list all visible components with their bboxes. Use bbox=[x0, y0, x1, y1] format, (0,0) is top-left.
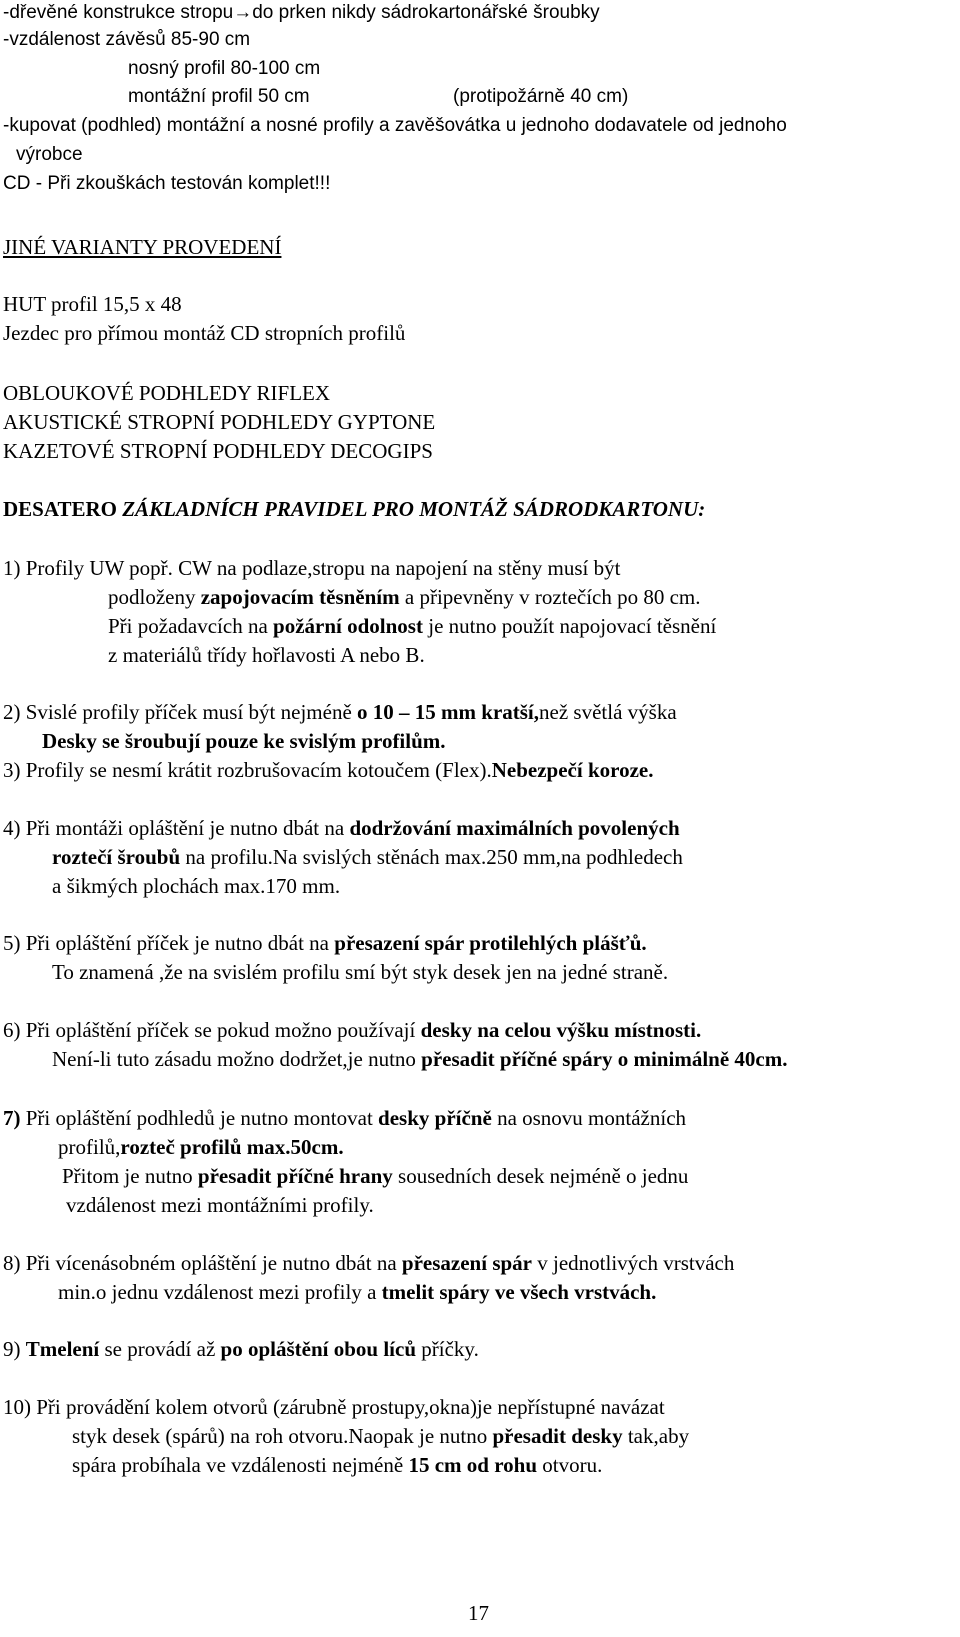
rule-7-l3c: sousedních desek nejméně o jednu bbox=[392, 1164, 689, 1188]
rule-9-l1a: 9) bbox=[3, 1337, 26, 1361]
rule-10-l3c: otvoru. bbox=[537, 1453, 603, 1477]
rule-7-l1a: Při opláštění podhledů je nutno montovat bbox=[20, 1106, 379, 1130]
rule-1-l2a: podloženy bbox=[108, 585, 201, 609]
rule-4-line-2 bbox=[52, 844, 683, 870]
rule-4-l1b: dodržování maximálních povolených bbox=[349, 816, 680, 840]
intro-line-1: -dřevěné konstrukce stropu→do prken nikdy sádrokartonářské šroubky bbox=[3, 2, 600, 23]
intro-line-6: výrobce bbox=[16, 144, 83, 165]
variant-obloukove: OBLOUKOVÉ PODHLEDY RIFLEX bbox=[3, 381, 331, 405]
rule-7-number: 7) bbox=[3, 1106, 21, 1130]
rule-6-l1a: 6) Při opláštění příček se pokud možno používají bbox=[3, 1018, 421, 1042]
rule-4-l2a: roztečí šroubů bbox=[52, 845, 181, 869]
rule-9-line-1 bbox=[3, 1336, 479, 1362]
variant-hut: HUT profil 15,5 x 48 bbox=[3, 292, 182, 316]
rule-10-line-1: 10) Při provádění kolem otvorů (zárubně prostupy,okna)je nepřístupné navázat bbox=[3, 1395, 665, 1419]
rule-7-l1c: na osnovu montážních bbox=[491, 1106, 687, 1130]
desatero-heading-a: DESATERO bbox=[3, 497, 123, 521]
rule-9-l1b: Tmelení bbox=[25, 1337, 100, 1361]
intro-line-3: nosný profil 80-100 cm bbox=[128, 58, 321, 79]
rule-1-l3c: je nutno použít napojovací těsnění bbox=[422, 614, 717, 638]
rule-9-l1e: příčky. bbox=[416, 1337, 479, 1361]
rule-10-l2b: přesadit desky bbox=[492, 1424, 623, 1448]
rule-1-line-1: 1) Profily UW popř. CW na podlaze,stropu na napojení na stěny musí být bbox=[3, 556, 621, 580]
rule-6-l1b: desky na celou výšku místnosti. bbox=[420, 1018, 702, 1042]
desatero-heading bbox=[3, 496, 705, 522]
rule-7-l3a: Přitom je nutno bbox=[62, 1164, 198, 1188]
rule-3-l1a: 3) Profily se nesmí krátit rozbrušovacím kotoučem (Flex). bbox=[3, 758, 492, 782]
rule-4-l1a: 4) Při montáži opláštění je nutno dbát na bbox=[3, 816, 350, 840]
rule-10-l2a: styk desek (spárů) na roh otvoru.Naopak je nutno bbox=[72, 1424, 493, 1448]
rule-2-l1b: o 10 – 15 mm kratší, bbox=[357, 700, 540, 724]
rule-5-line-2: To znamená ,že na svislém profilu smí být styk desek jen na jedné straně. bbox=[52, 960, 669, 984]
intro-line-4b: (protipožárně 40 cm) bbox=[453, 86, 629, 107]
rule-5-l1b: přesazení spár protilehlých plášťů. bbox=[334, 931, 647, 955]
rule-1-l3a: Při požadavcích na bbox=[108, 614, 274, 638]
rule-4-line-3: a šikmých plochách max.170 mm. bbox=[52, 874, 341, 898]
rule-7-l2a: profilů, bbox=[58, 1135, 121, 1159]
rule-2-line-1 bbox=[3, 699, 677, 725]
desatero-heading-b: ZÁKLADNÍCH PRAVIDEL PRO MONTÁŽ SÁDRODKARTONU: bbox=[122, 497, 706, 521]
rule-6-line-1 bbox=[3, 1017, 701, 1043]
rule-1-l2c: a připevněny v roztečích po 80 cm. bbox=[399, 585, 701, 609]
rule-1-l3b: požární odolnost bbox=[273, 614, 423, 638]
rule-8-line-2 bbox=[58, 1279, 656, 1305]
rule-6-l2b: přesadit příčné spáry o minimálně 40cm. bbox=[421, 1047, 788, 1071]
rule-1-line-2 bbox=[108, 584, 701, 610]
rule-9-l1c: se provádí až bbox=[99, 1337, 221, 1361]
rule-7-line-3 bbox=[62, 1163, 688, 1189]
rule-1-l2b: zapojovacím těsněním bbox=[200, 585, 400, 609]
rule-5-l1a: 5) Při opláštění příček je nutno dbát na bbox=[3, 931, 335, 955]
rule-6-line-2 bbox=[52, 1046, 787, 1072]
rule-10-l3b: 15 cm od rohu bbox=[408, 1453, 537, 1477]
rule-9-l1d: po opláštění obou líců bbox=[220, 1337, 417, 1361]
rule-2-l1a: 2) Svislé profily příček musí být nejméně bbox=[3, 700, 358, 724]
rule-5-line-1 bbox=[3, 930, 647, 956]
rule-7-line-2 bbox=[58, 1134, 344, 1160]
rule-4-line-1 bbox=[3, 815, 680, 841]
rule-8-l1a: 8) Při vícenásobném opláštění je nutno dbát na bbox=[3, 1251, 402, 1275]
rule-1-line-4: z materiálů třídy hořlavosti A nebo B. bbox=[108, 643, 425, 667]
variant-jezdec: Jezdec pro přímou montáž CD stropních profilů bbox=[3, 321, 406, 345]
rule-3-line-1 bbox=[3, 757, 653, 783]
intro-line-5: -kupovat (podhled) montážní a nosné profily a zavěšovátka u jednoho dodavatele od jednoho bbox=[3, 115, 787, 136]
rule-10-l3a: spára probíhala ve vzdálenosti nejméně bbox=[72, 1453, 409, 1477]
rule-10-line-3 bbox=[72, 1452, 602, 1478]
rule-10-l2c: tak,aby bbox=[622, 1424, 690, 1448]
rule-10-line-2 bbox=[72, 1423, 689, 1449]
intro-line-2: -vzdálenost závěsů 85-90 cm bbox=[3, 29, 251, 50]
rule-2-l1c: než světlá výška bbox=[539, 700, 677, 724]
variant-akusticke: AKUSTICKÉ STROPNÍ PODHLEDY GYPTONE bbox=[3, 410, 436, 434]
rule-6-l2a: Není-li tuto zásadu možno dodržet,je nutno bbox=[52, 1047, 422, 1071]
rule-1-line-3 bbox=[108, 613, 716, 639]
rule-2-line-2: Desky se šroubují pouze ke svislým profilům. bbox=[42, 729, 446, 753]
rule-4-l2b: na profilu.Na svislých stěnách max.250 mm,na podhledech bbox=[180, 845, 683, 869]
rule-8-l2a: min.o jednu vzdálenost mezi profily a bbox=[58, 1280, 382, 1304]
rule-8-line-1 bbox=[3, 1250, 734, 1276]
rule-7-l3b: přesadit příčné hrany bbox=[197, 1164, 393, 1188]
rule-8-l2b: tmelit spáry ve všech vrstvách. bbox=[381, 1280, 657, 1304]
rule-8-l1b: přesazení spár bbox=[401, 1251, 532, 1275]
rule-7-l2b: rozteč profilů max.50cm. bbox=[120, 1135, 344, 1159]
rule-3-l1b: Nebezpečí koroze. bbox=[491, 758, 654, 782]
rule-8-l1c: v jednotlivých vrstvách bbox=[532, 1251, 735, 1275]
variant-kazetove: KAZETOVÉ STROPNÍ PODHLEDY DECOGIPS bbox=[3, 439, 433, 463]
rule-7-l1b: desky příčně bbox=[378, 1106, 492, 1130]
rule-7-line-4: vzdálenost mezi montážními profily. bbox=[66, 1193, 374, 1217]
intro-line-4a: montážní profil 50 cm bbox=[128, 86, 310, 107]
rule-7-line-1 bbox=[3, 1105, 686, 1131]
page-number: 17 bbox=[468, 1601, 489, 1625]
variants-heading: JINÉ VARIANTY PROVEDENÍ bbox=[3, 235, 282, 259]
intro-line-7: CD - Při zkouškách testován komplet!!! bbox=[3, 173, 331, 194]
